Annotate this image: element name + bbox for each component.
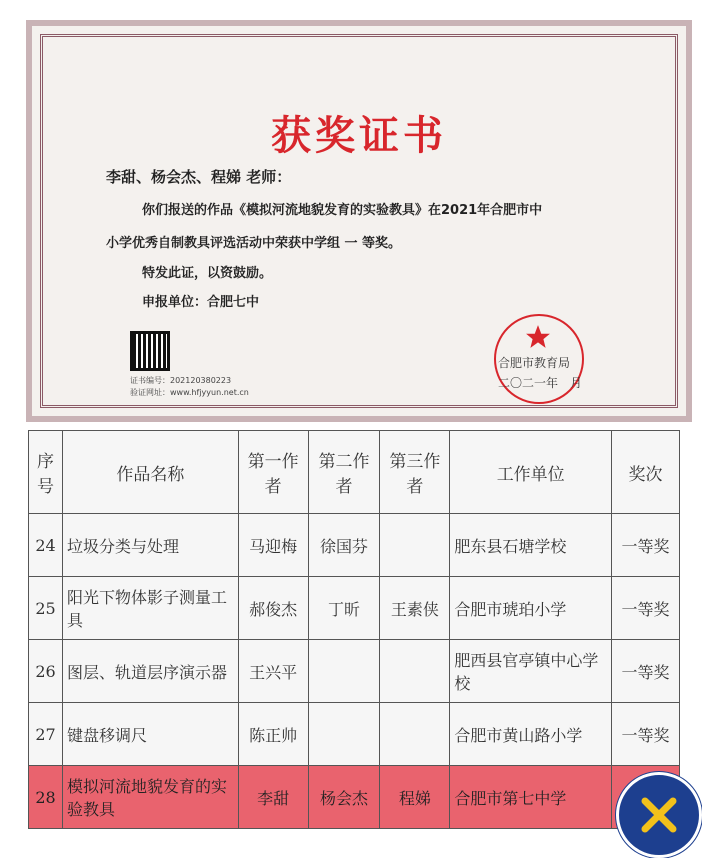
header-award: 奖次 xyxy=(612,431,680,514)
cell: 24 xyxy=(29,514,63,577)
header-author2: 第二作者 xyxy=(308,431,380,514)
recipients: 李甜、杨会杰、程娣 老师： xyxy=(106,168,292,186)
verify-url: 验证网址：www.hfjyyun.net.cn xyxy=(130,388,249,397)
issuer: 合肥市教育局 xyxy=(498,356,571,370)
cell: 杨会杰 xyxy=(308,766,380,829)
cell xyxy=(380,514,450,577)
cell: 键盘移调尺 xyxy=(62,703,238,766)
header-index: 序号 xyxy=(29,431,63,514)
qr-code-icon xyxy=(130,331,170,371)
cell: 马迎梅 xyxy=(238,514,308,577)
school-logo-icon xyxy=(616,772,702,858)
cell: 一等奖 xyxy=(612,640,680,703)
cell: 一等奖 xyxy=(612,703,680,766)
cell: 肥西县官亭镇中心学校 xyxy=(450,640,612,703)
table-row xyxy=(29,577,680,640)
header-unit: 工作单位 xyxy=(450,431,612,514)
table-row xyxy=(29,703,680,766)
star-icon xyxy=(525,324,551,350)
cell: 一等奖 xyxy=(612,577,680,640)
cell: 26 xyxy=(29,640,63,703)
cell: 27 xyxy=(29,703,63,766)
cell: 合肥市黄山路小学 xyxy=(450,703,612,766)
cell: 合肥市琥珀小学 xyxy=(450,577,612,640)
logo-x-icon xyxy=(639,795,679,835)
cell: 合肥市第七中学 xyxy=(450,766,612,829)
cell: 郝俊杰 xyxy=(238,577,308,640)
cell xyxy=(308,640,380,703)
cell: 图层、轨道层序演示器 xyxy=(62,640,238,703)
cell: 陈正帅 xyxy=(238,703,308,766)
cell: 王兴平 xyxy=(238,640,308,703)
cell: 李甜 xyxy=(238,766,308,829)
cell xyxy=(308,703,380,766)
cell xyxy=(380,640,450,703)
cell: 垃圾分类与处理 xyxy=(62,514,238,577)
award-certificate xyxy=(26,20,692,422)
cell: 王素侠 xyxy=(380,577,450,640)
certificate-number: 证书编号：202120380223 xyxy=(130,376,232,385)
body-line-1: 你们报送的作品《模拟河流地貌发育的实验教具》在2021年合肥市中 xyxy=(142,203,543,218)
highlighted-row xyxy=(29,766,680,829)
cell: 28 xyxy=(29,766,63,829)
reporting-unit: 申报单位：合肥七中 xyxy=(142,295,260,310)
encourage-text: 特发此证，以资鼓励。 xyxy=(142,266,273,281)
cell: 肥东县石塘学校 xyxy=(450,514,612,577)
body-line-2: 小学优秀自制教具评选活动中荣获中学组 一 等奖。 xyxy=(106,236,402,251)
issue-date: 二〇二一年 月 xyxy=(498,376,583,390)
cell: 丁昕 xyxy=(308,577,380,640)
cell: 模拟河流地貌发育的实验教具 xyxy=(62,766,238,829)
cell: 程娣 xyxy=(380,766,450,829)
table-row xyxy=(29,514,680,577)
table-row xyxy=(29,640,680,703)
cell: 阳光下物体影子测量工具 xyxy=(62,577,238,640)
cell: 徐国芬 xyxy=(308,514,380,577)
header-title: 作品名称 xyxy=(62,431,238,514)
cell xyxy=(380,703,450,766)
cell: 一等奖 xyxy=(612,514,680,577)
header-author3: 第三作者 xyxy=(380,431,450,514)
header-author1: 第一作者 xyxy=(238,431,308,514)
table-header xyxy=(29,431,680,514)
cell: 25 xyxy=(29,577,63,640)
award-table xyxy=(28,430,680,829)
certificate-title: 获奖证书 xyxy=(271,113,447,159)
